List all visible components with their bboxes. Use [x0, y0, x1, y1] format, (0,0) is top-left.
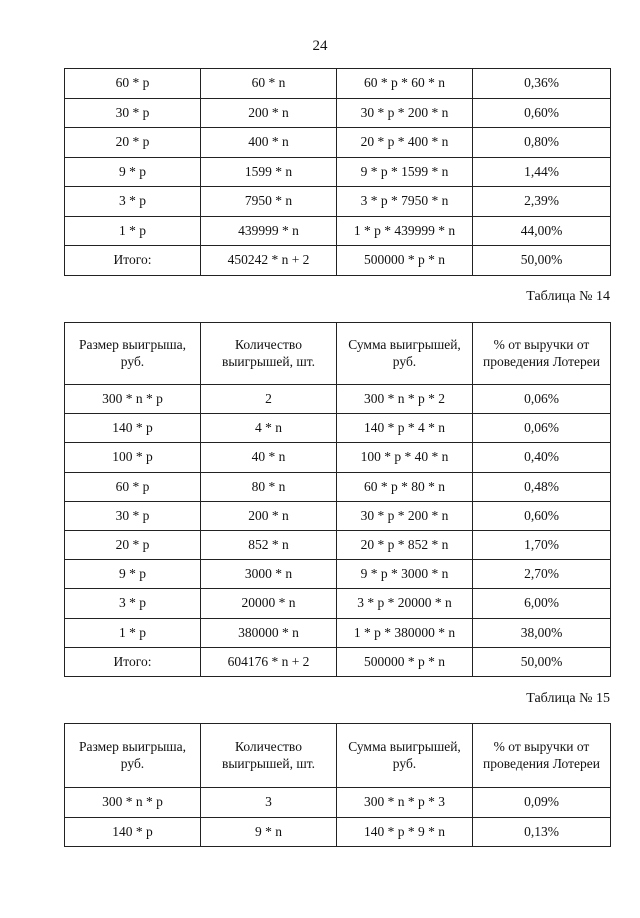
table-row [65, 98, 611, 128]
prize-sum-cell: 140 * p * 9 * n [337, 817, 473, 847]
prize-sum-cell: 20 * p * 852 * n [337, 530, 473, 559]
total-percent-cell: 50,00% [473, 246, 611, 276]
prize-sum-cell: 30 * p * 200 * n [337, 501, 473, 530]
total-label-cell: Итого: [65, 647, 201, 676]
total-row [65, 246, 611, 276]
prize-count-cell: 3000 * n [201, 560, 337, 589]
header-prize-count: Количество выигрышей, шт. [201, 724, 337, 788]
revenue-percent-cell: 0,60% [473, 98, 611, 128]
prize-size-cell: 300 * n * p [65, 788, 201, 818]
revenue-percent-cell: 1,44% [473, 157, 611, 187]
revenue-percent-cell: 1,70% [473, 530, 611, 559]
prize-sum-cell: 60 * p * 80 * n [337, 472, 473, 501]
header-prize-sum: Сумма выигрышей, руб. [337, 323, 473, 385]
total-count-cell: 604176 * n + 2 [201, 647, 337, 676]
prize-sum-cell: 3 * p * 20000 * n [337, 589, 473, 618]
table-row [65, 788, 611, 818]
prize-size-cell: 60 * p [65, 69, 201, 99]
prize-table-continued [64, 68, 611, 276]
prize-count-cell: 852 * n [201, 530, 337, 559]
prize-count-cell: 9 * n [201, 817, 337, 847]
total-label-cell: Итого: [65, 246, 201, 276]
table-row [65, 216, 611, 246]
table-row [65, 385, 611, 414]
prize-count-cell: 80 * n [201, 472, 337, 501]
prize-count-cell: 2 [201, 385, 337, 414]
table-header-row [65, 323, 611, 385]
table-header-row [65, 724, 611, 788]
prize-sum-cell: 300 * n * p * 3 [337, 788, 473, 818]
table-row [65, 472, 611, 501]
header-prize-sum: Сумма выигрышей, руб. [337, 724, 473, 788]
revenue-percent-cell: 2,70% [473, 560, 611, 589]
prize-size-cell: 9 * p [65, 157, 201, 187]
prize-table-15 [64, 723, 611, 847]
prize-count-cell: 400 * n [201, 128, 337, 158]
prize-count-cell: 200 * n [201, 98, 337, 128]
prize-sum-cell: 140 * p * 4 * n [337, 414, 473, 443]
table-body [65, 69, 611, 276]
revenue-percent-cell: 0,36% [473, 69, 611, 99]
prize-sum-cell: 1 * p * 380000 * n [337, 618, 473, 647]
total-sum-cell: 500000 * p * n [337, 246, 473, 276]
prize-size-cell: 1 * p [65, 618, 201, 647]
header-revenue-percent: % от выручки от проведения Лотереи [473, 323, 611, 385]
revenue-percent-cell: 0,48% [473, 472, 611, 501]
prize-count-cell: 380000 * n [201, 618, 337, 647]
header-prize-count: Количество выигрышей, шт. [201, 323, 337, 385]
table-body [65, 323, 611, 677]
prize-count-cell: 200 * n [201, 501, 337, 530]
prize-size-cell: 60 * p [65, 472, 201, 501]
revenue-percent-cell: 0,06% [473, 385, 611, 414]
prize-sum-cell: 60 * p * 60 * n [337, 69, 473, 99]
prize-sum-cell: 30 * p * 200 * n [337, 98, 473, 128]
prize-size-cell: 140 * p [65, 414, 201, 443]
table-15-caption: Таблица № 15 [526, 691, 610, 706]
table-row [65, 187, 611, 217]
prize-sum-cell: 300 * n * p * 2 [337, 385, 473, 414]
revenue-percent-cell: 38,00% [473, 618, 611, 647]
prize-size-cell: 9 * p [65, 560, 201, 589]
prize-count-cell: 3 [201, 788, 337, 818]
table-row [65, 69, 611, 99]
table-row [65, 128, 611, 158]
prize-size-cell: 3 * p [65, 187, 201, 217]
prize-sum-cell: 9 * p * 3000 * n [337, 560, 473, 589]
total-count-cell: 450242 * n + 2 [201, 246, 337, 276]
prize-count-cell: 40 * n [201, 443, 337, 472]
prize-sum-cell: 100 * p * 40 * n [337, 443, 473, 472]
prize-size-cell: 100 * p [65, 443, 201, 472]
table-row [65, 501, 611, 530]
header-prize-size: Размер выигрыша, руб. [65, 724, 201, 788]
table-row [65, 560, 611, 589]
revenue-percent-cell: 0,13% [473, 817, 611, 847]
prize-size-cell: 20 * p [65, 128, 201, 158]
prize-sum-cell: 20 * p * 400 * n [337, 128, 473, 158]
prize-count-cell: 4 * n [201, 414, 337, 443]
table-row [65, 157, 611, 187]
prize-count-cell: 20000 * n [201, 589, 337, 618]
table-14-caption: Таблица № 14 [526, 289, 610, 304]
prize-table-14 [64, 322, 611, 677]
total-percent-cell: 50,00% [473, 647, 611, 676]
revenue-percent-cell: 0,09% [473, 788, 611, 818]
prize-count-cell: 1599 * n [201, 157, 337, 187]
prize-count-cell: 7950 * n [201, 187, 337, 217]
prize-count-cell: 439999 * n [201, 216, 337, 246]
page-number: 24 [312, 38, 328, 54]
revenue-percent-cell: 2,39% [473, 187, 611, 217]
table-body [65, 724, 611, 847]
prize-sum-cell: 9 * p * 1599 * n [337, 157, 473, 187]
table-row [65, 817, 611, 847]
table-row [65, 589, 611, 618]
revenue-percent-cell: 0,80% [473, 128, 611, 158]
revenue-percent-cell: 0,60% [473, 501, 611, 530]
total-sum-cell: 500000 * p * n [337, 647, 473, 676]
prize-count-cell: 60 * n [201, 69, 337, 99]
revenue-percent-cell: 44,00% [473, 216, 611, 246]
prize-size-cell: 300 * n * p [65, 385, 201, 414]
prize-size-cell: 3 * p [65, 589, 201, 618]
revenue-percent-cell: 0,40% [473, 443, 611, 472]
revenue-percent-cell: 6,00% [473, 589, 611, 618]
table-row [65, 443, 611, 472]
prize-size-cell: 30 * p [65, 98, 201, 128]
header-revenue-percent: % от выручки от проведения Лотереи [473, 724, 611, 788]
prize-size-cell: 140 * p [65, 817, 201, 847]
prize-sum-cell: 1 * p * 439999 * n [337, 216, 473, 246]
revenue-percent-cell: 0,06% [473, 414, 611, 443]
total-row [65, 647, 611, 676]
prize-size-cell: 20 * p [65, 530, 201, 559]
prize-sum-cell: 3 * p * 7950 * n [337, 187, 473, 217]
table-row [65, 530, 611, 559]
header-prize-size: Размер выигрыша, руб. [65, 323, 201, 385]
table-row [65, 618, 611, 647]
prize-size-cell: 30 * p [65, 501, 201, 530]
prize-size-cell: 1 * p [65, 216, 201, 246]
table-row [65, 414, 611, 443]
